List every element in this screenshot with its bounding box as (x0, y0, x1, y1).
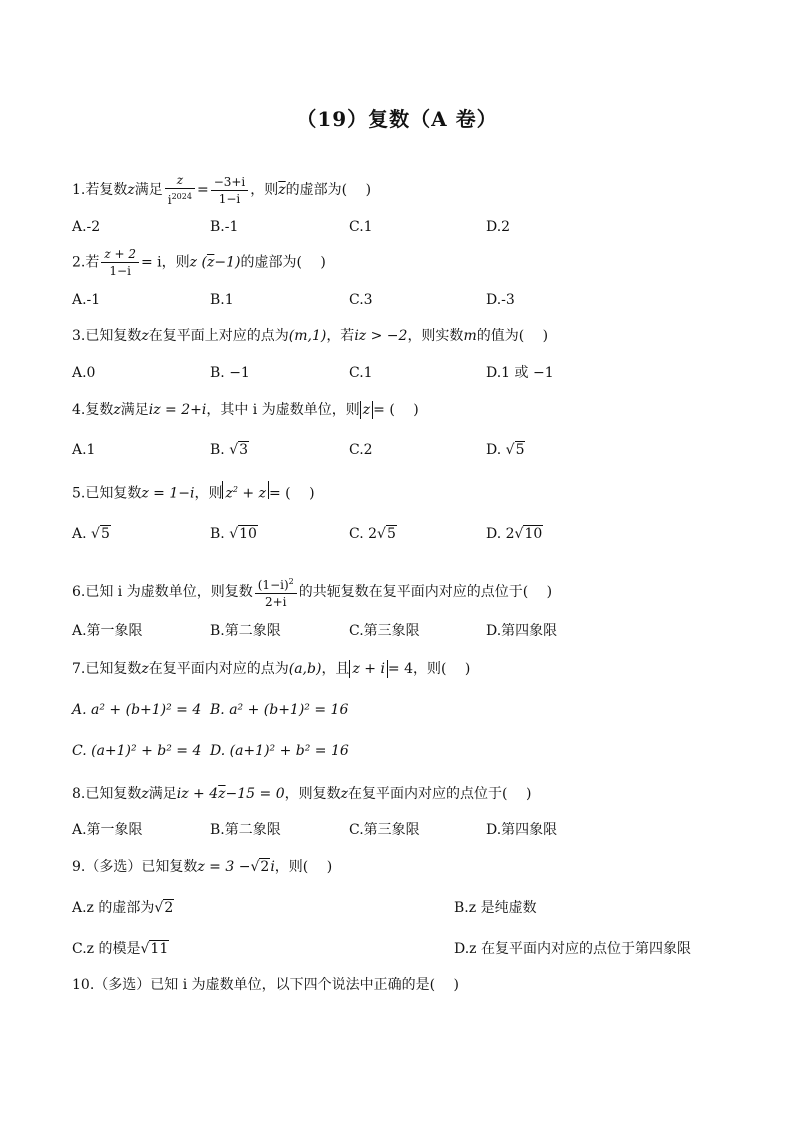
fraction: $\frac{(1-i)^2}{2+i}$ (255, 574, 297, 610)
sqrt-symbol: √10 (514, 526, 543, 542)
option-d: D.-3 (486, 292, 515, 308)
option-a: A.z 的虚部为√2 (72, 900, 174, 916)
option-d: D.第四象限 (486, 623, 558, 639)
option-d: D.1 或 −1 (486, 365, 554, 381)
option-a: A.第一象限 (72, 623, 143, 639)
option-c: C.第三象限 (349, 822, 420, 838)
question-7: 7.已知复数z在复平面内对应的点为(a,b)，且 z + i = 4，则( ) (72, 661, 471, 677)
question-4: 4.复数z满足iz = 2+i，其中 i 为虚数单位，则 z = ( ) (72, 402, 419, 418)
option-a: A.0 (72, 365, 96, 381)
absolute-value: z + i (349, 660, 387, 678)
fraction: $\frac{z + 2}{1-i}$ (101, 246, 139, 279)
question-1: 1.若复数z满足 $\frac{z}{i^{2024}}$ = $\frac{-3+i}{1-i}$ ，则$\overline{z}$的虚部为( ) (72, 173, 372, 207)
option-b: B. √3 (210, 442, 249, 458)
option-c: C.z 的模是√11 (72, 941, 169, 957)
option-a: A.-1 (72, 292, 101, 308)
option-a: A.第一象限 (72, 822, 143, 838)
option-d: D.z 在复平面内对应的点位于第四象限 (454, 941, 692, 957)
option-b: B. a² + (b+1)² = 16 (210, 702, 349, 718)
sqrt-symbol: √11 (140, 941, 169, 957)
question-10: 10.（多选）已知 i 为虚数单位，以下四个说法中正确的是( ) (72, 977, 460, 993)
option-b: B.第二象限 (210, 623, 281, 639)
option-b: B. √10 (210, 526, 257, 542)
sqrt-symbol: √10 (229, 526, 257, 542)
option-c: C.3 (349, 292, 373, 308)
option-b: B.1 (210, 292, 234, 308)
absolute-value: z (360, 401, 373, 419)
sqrt-symbol: √5 (505, 442, 525, 458)
option-b: B.z 是纯虚数 (454, 900, 537, 916)
question-5: 5.已知复数z = 1−i，则 $z^2 + z$ = ( ) (72, 481, 315, 504)
page-title: （19）复数（A 卷） (296, 107, 498, 131)
option-d: D. 2√10 (486, 526, 543, 542)
sqrt-symbol: √5 (91, 526, 110, 542)
option-c: C.第三象限 (349, 623, 420, 639)
option-d: D. (a+1)² + b² = 16 (210, 743, 349, 759)
option-a: A.-2 (72, 219, 101, 235)
option-d: D.2 (486, 219, 511, 235)
option-b: B.第二象限 (210, 822, 281, 838)
sqrt-symbol: √2 (154, 900, 174, 916)
option-a: A.1 (72, 442, 96, 458)
option-c: C.2 (349, 442, 373, 458)
fraction: $\frac{-3+i}{1-i}$ (211, 174, 249, 207)
sqrt-symbol: √2 (250, 859, 270, 875)
option-d: D. √5 (486, 442, 525, 458)
fraction: $\frac{z}{i^{2024}}$ (165, 172, 195, 208)
option-a: A. √5 (72, 526, 110, 542)
question-8: 8.已知复数z满足iz + $4\overline{z}-15 = 0$，则复数z在复平面内对应的点位于( ) (72, 786, 532, 802)
sqrt-symbol: √5 (377, 526, 396, 542)
option-d: D.第四象限 (486, 822, 558, 838)
option-c: C.1 (349, 219, 373, 235)
question-9: 9.（多选）已知复数z = 3 −√2i，则( ) (72, 859, 333, 875)
option-a: A. a² + (b+1)² = 4 (72, 702, 202, 718)
absolute-value: $z^2 + z$ (222, 481, 269, 499)
question-2: 2.若 $\frac{z + 2}{1-i}$ = i，则z $(\overline{z}-1)$的虚部为( ) (72, 247, 326, 278)
option-c: C. 2√5 (349, 526, 396, 542)
question-6: 6.已知 i 为虚数单位，则复数 $\frac{(1-i)^2}{2+i}$ 的共轭复数在复平面内对应的点位于( ) (72, 574, 552, 610)
option-b: B. −1 (210, 365, 250, 381)
option-c: C. (a+1)² + b² = 4 (72, 743, 202, 759)
option-c: C.1 (349, 365, 373, 381)
sqrt-symbol: √3 (229, 442, 249, 458)
question-3: 3.已知复数z在复平面上对应的点为(m,1)，若iz > −2，则实数m的值为( ) (72, 328, 549, 344)
option-b: B.-1 (210, 219, 239, 235)
